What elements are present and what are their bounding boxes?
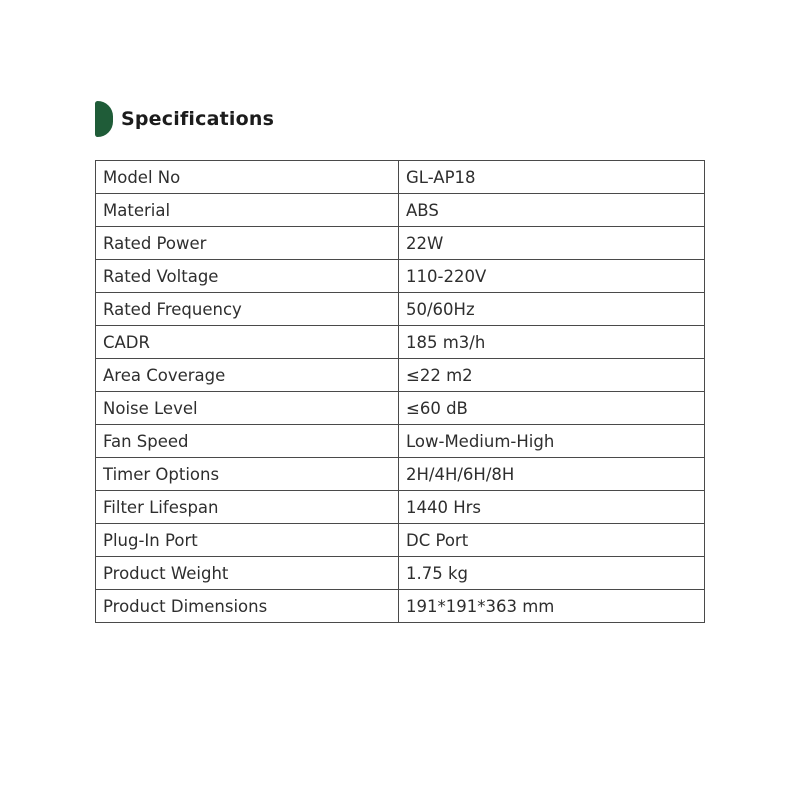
spec-value: ≤22 m2 (399, 359, 705, 392)
spec-label: Area Coverage (96, 359, 399, 392)
table-row (96, 194, 705, 227)
spec-value: 50/60Hz (399, 293, 705, 326)
spec-value: 22W (399, 227, 705, 260)
specifications-table (95, 160, 705, 623)
table-row (96, 425, 705, 458)
spec-label: Rated Power (96, 227, 399, 260)
table-row (96, 491, 705, 524)
spec-label: Timer Options (96, 458, 399, 491)
spec-value: DC Port (399, 524, 705, 557)
spec-value: 2H/4H/6H/8H (399, 458, 705, 491)
table-row (96, 359, 705, 392)
spec-label: Product Dimensions (96, 590, 399, 623)
spec-value: 1.75 kg (399, 557, 705, 590)
table-row (96, 293, 705, 326)
spec-value: 110-220V (399, 260, 705, 293)
table-row (96, 557, 705, 590)
spec-label: Filter Lifespan (96, 491, 399, 524)
table-row (96, 524, 705, 557)
spec-label: Noise Level (96, 392, 399, 425)
spec-label: Product Weight (96, 557, 399, 590)
table-row (96, 161, 705, 194)
spec-value: 191*191*363 mm (399, 590, 705, 623)
table-row (96, 392, 705, 425)
specifications-header (95, 101, 274, 137)
spec-label: Rated Frequency (96, 293, 399, 326)
table-row (96, 326, 705, 359)
spec-value: Low-Medium-High (399, 425, 705, 458)
section-title: Specifications (121, 108, 275, 130)
spec-value: ≤60 dB (399, 392, 705, 425)
spec-value: 185 m3/h (399, 326, 705, 359)
spec-label: Rated Voltage (96, 260, 399, 293)
spec-label: Model No (96, 161, 399, 194)
table-row (96, 458, 705, 491)
spec-value: ABS (399, 194, 705, 227)
spec-value: GL-AP18 (399, 161, 705, 194)
table-row (96, 590, 705, 623)
spec-label: CADR (96, 326, 399, 359)
table-row (96, 227, 705, 260)
spec-value: 1440 Hrs (399, 491, 705, 524)
spec-label: Material (96, 194, 399, 227)
section-marker-icon (95, 101, 113, 137)
table-row (96, 260, 705, 293)
spec-label: Fan Speed (96, 425, 399, 458)
spec-label: Plug-In Port (96, 524, 399, 557)
